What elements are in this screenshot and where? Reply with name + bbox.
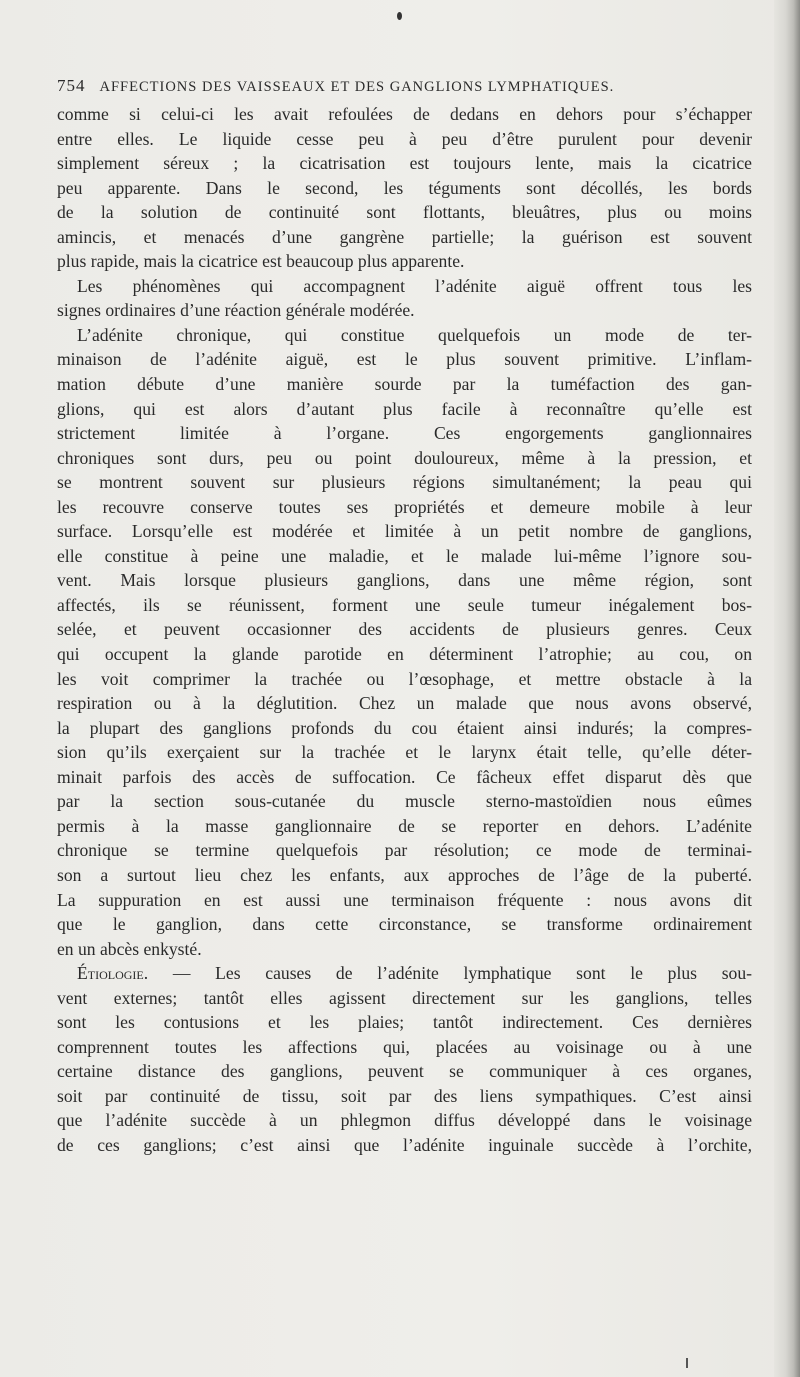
text-line: minait parfois des accès de suffocation. Ce fâcheux effet disparut dès que [57,766,752,787]
text-line: entre elles. Le liquide cesse peu à peu d’être purulent pour devenir [57,128,752,149]
text-line: selée, et peuvent occasionner des accidents de plusieurs genres. Ceux [57,619,752,640]
text-line: la plupart des ganglions profonds du cou étaient ainsi indurés; la compres- [57,717,752,738]
text-line: plus rapide, mais la cicatrice est beaucoup plus apparente. [57,251,465,272]
text-line: surface. Lorsqu’elle est modérée et limitée à un petit nombre de ganglions, [57,521,752,542]
text-line: qui occupent la glande parotide en déterminent l’atrophie; au cou, on [57,644,752,665]
page-edge-shadow [774,0,800,1377]
section-heading-etiologie: Étiologie. [77,963,149,984]
text-line: comprennent toutes les affections qui, placées au voisinage ou à une [57,1036,752,1057]
text-line: se montrent souvent sur plusieurs régions simultanément; la peau qui [57,472,752,493]
text-line: La suppuration en est aussi une terminaison fréquente : nous avons dit [57,889,752,910]
etiology-first-line-text: — Les causes de l’adénite lymphatique sont le plus sou- [148,963,752,984]
running-head-title: AFFECTIONS DES VAISSEAUX ET DES GANGLIONS LYMPHATIQUES. [99,79,615,95]
text-line: vent. Mais lorsque plusieurs ganglions, dans une même région, sont [57,570,752,591]
text-line: certaine distance des ganglions, peuvent se communiquer à ces organes, [57,1061,752,1082]
text-line: L’adénite chronique, qui constitue quelquefois un mode de ter- [77,324,752,345]
etiology-first-line [57,961,752,986]
text-line: affectés, ils se réunissent, forment une seule tumeur inégalement bos- [57,594,752,615]
text-line: les voit comprimer la trachée ou l’œsophage, et mettre obstacle à la [57,668,752,689]
text-line: chronique se termine quelquefois par résolution; ce mode de terminai- [57,840,752,861]
text-line: peu apparente. Dans le second, les téguments sont décollés, les bords [57,177,752,198]
text-line: les recouvre conserve toutes ses propriétés et demeure mobile à leur [57,496,752,517]
page-number: 754 [57,76,86,95]
text-line: permis à la masse ganglionnaire de se reporter en dehors. L’adénite [57,815,752,836]
text-line: chroniques sont durs, peu ou point douloureux, même à la pression, et [57,447,752,468]
text-line: respiration ou à la déglutition. Chez un malade que nous avons observé, [57,693,752,714]
ink-speck [397,12,402,20]
text-line: en un abcès enkysté. [57,938,202,959]
text-line: strictement limitée à l’organe. Ces engorgements ganglionnaires [57,423,752,444]
text-line: elle constitue à peine une maladie, et le malade lui-même l’ignore sou- [57,545,752,566]
text-line: que le ganglion, dans cette circonstance, se transforme ordinairement [57,914,752,935]
text-line: de ces ganglions; c’est ainsi que l’adénite inguinale succède à l’orchite, [57,1134,752,1155]
print-mark [686,1358,688,1368]
text-line: mation débute d’une manière sourde par la tuméfaction des gan- [57,374,752,395]
text-line: signes ordinaires d’une réaction générale modérée. [57,300,415,321]
text-line: comme si celui-ci les avait refoulées de dedans en dehors pour s’échapper [57,104,752,124]
text-line: vent externes; tantôt elles agissent directement sur les ganglions, telles [57,987,752,1008]
text-line: amincis, et menacés d’une gangrène partielle; la guérison est souvent [57,226,752,247]
text-line: minaison de l’adénite aiguë, est le plus souvent primitive. L’inflam- [57,349,752,370]
text-line: par la section sous-cutanée du muscle sterno-mastoïdien nous eûmes [57,791,752,812]
text-line: son a surtout lieu chez les enfants, aux approches de l’âge de la puberté. [57,864,752,885]
body-text [57,102,752,1158]
text-line: sont les contusions et les plaies; tantôt indirectement. Ces dernières [57,1012,752,1033]
text-line: de la solution de continuité sont flottants, bleuâtres, plus ou moins [57,202,752,223]
text-line: sion qu’ils exerçaient sur la trachée et le larynx était telle, qu’elle déter- [57,742,752,763]
running-head [57,76,737,100]
text-line: que l’adénite succède à un phlegmon diffus développé dans le voisinage [57,1110,752,1131]
text-line: simplement séreux ; la cicatrisation est toujours lente, mais la cicatrice [57,153,752,174]
text-line: soit par continuité de tissu, soit par des liens sympathiques. C’est ainsi [57,1085,752,1106]
text-line: glions, qui est alors d’autant plus facile à reconnaître qu’elle est [57,398,752,419]
text-line: Les phénomènes qui accompagnent l’adénite aiguë offrent tous les [77,275,752,296]
